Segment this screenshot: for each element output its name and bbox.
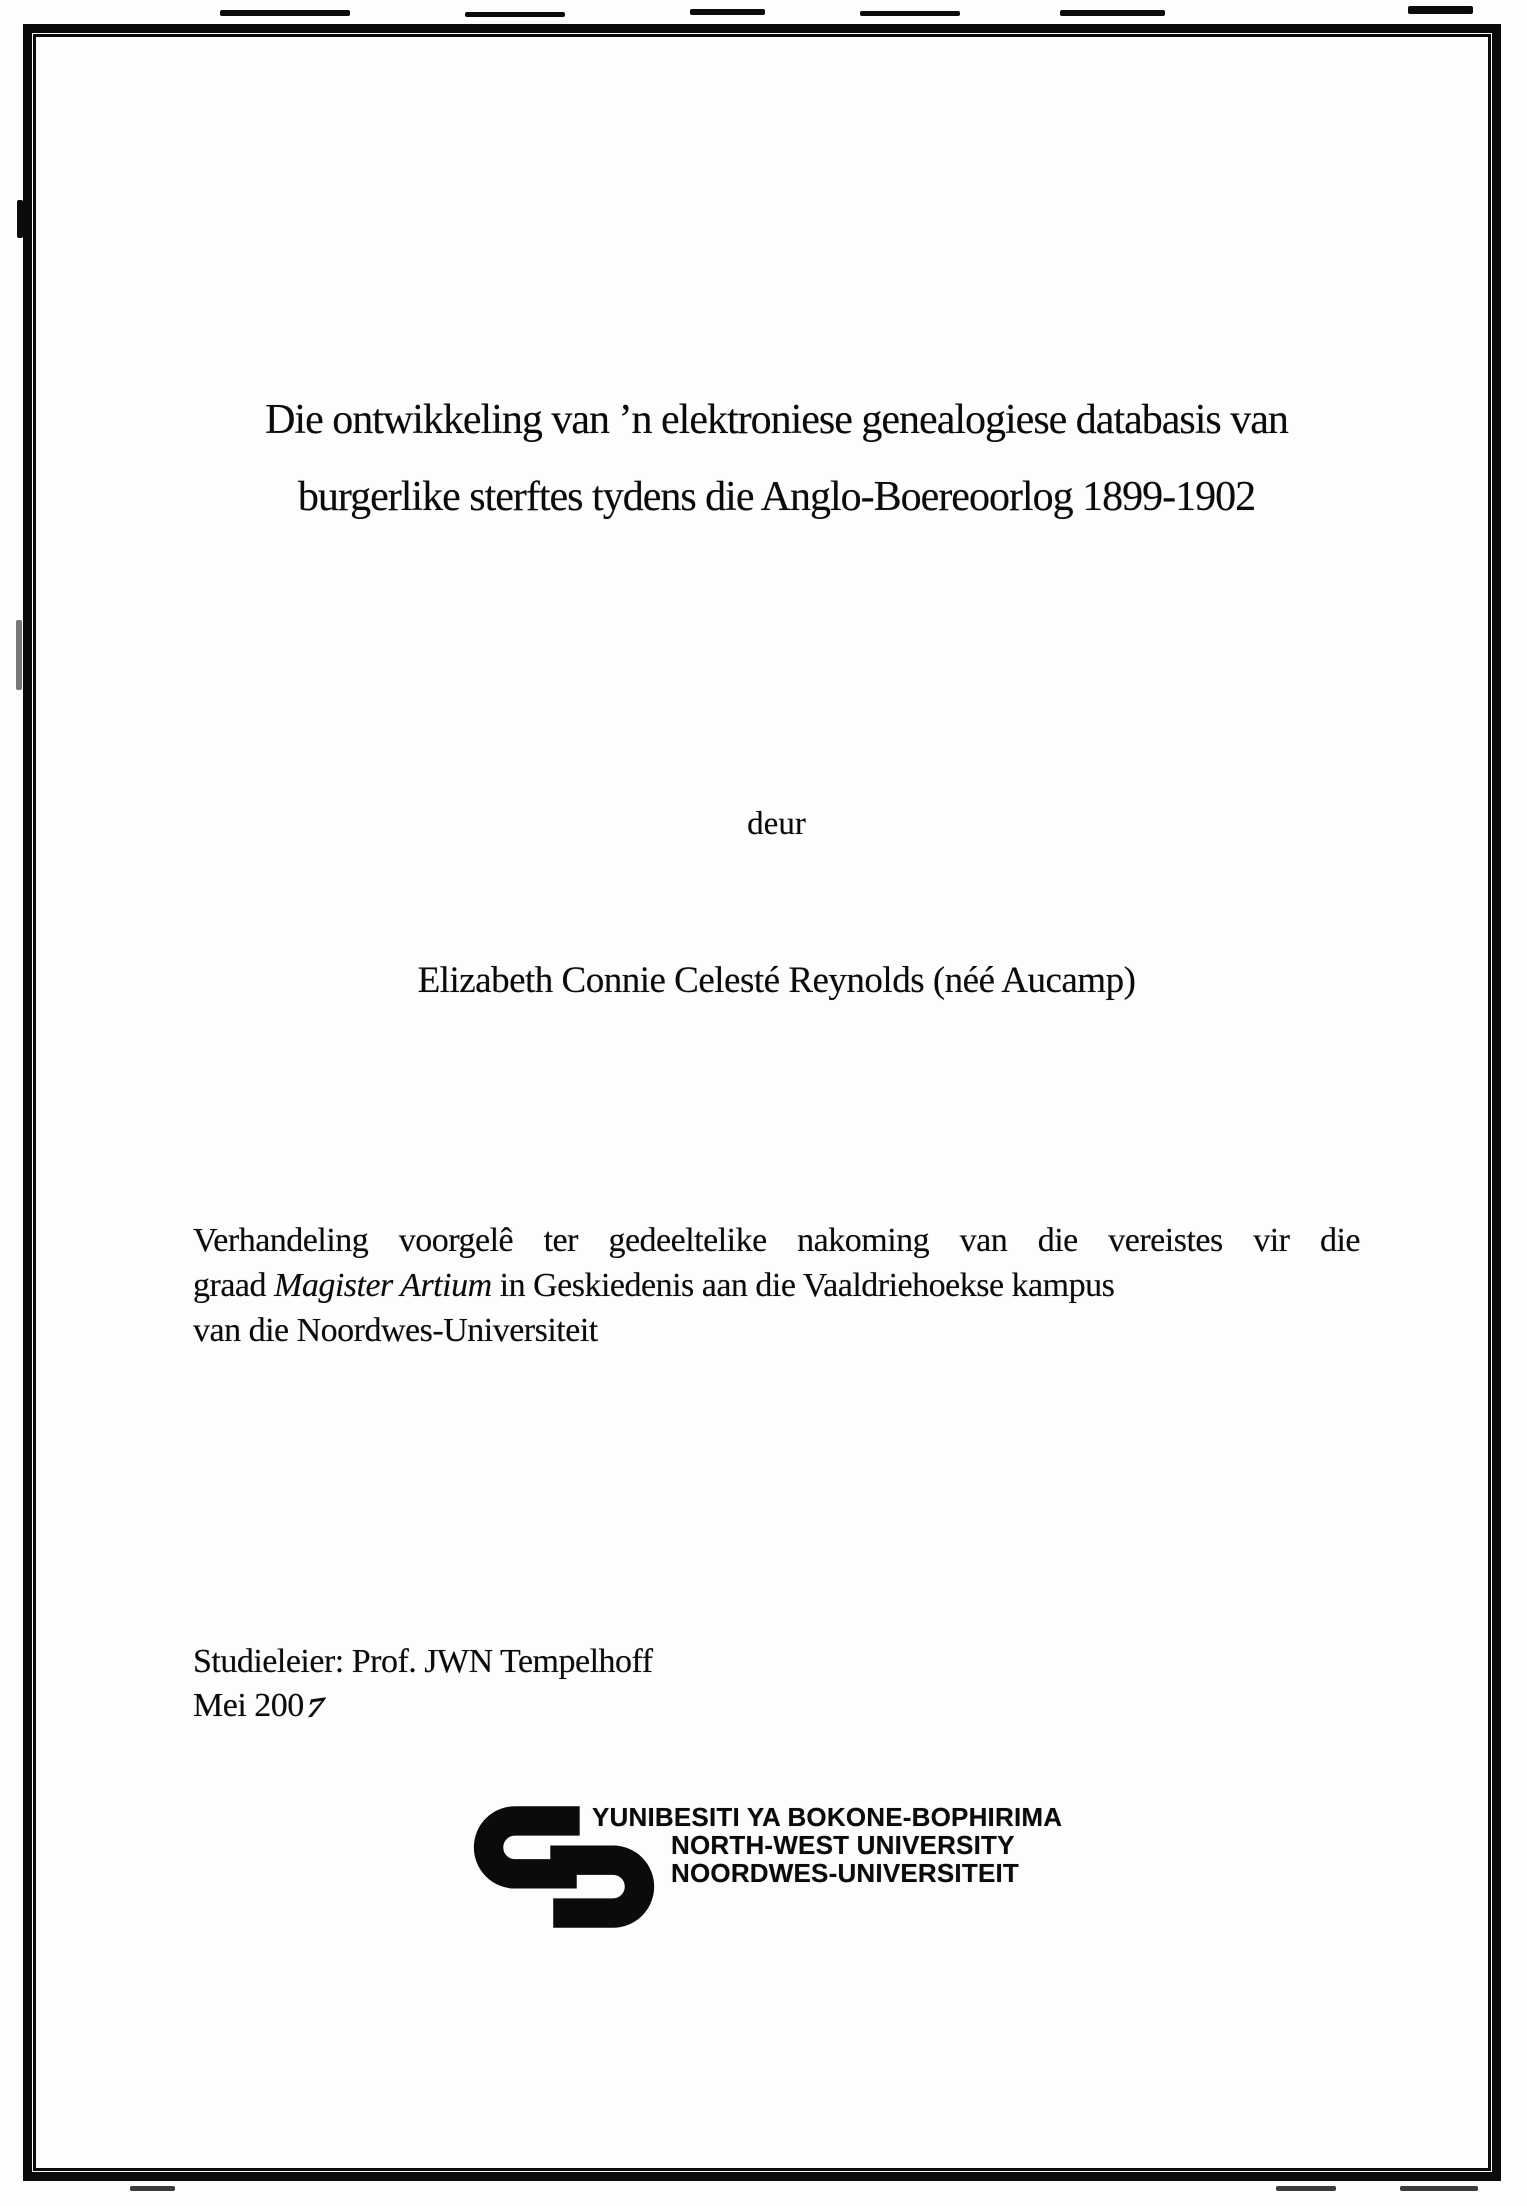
title-line-1: Die ontwikkeling van ’n elektroniese genealogiese databasis van: [265, 397, 1288, 443]
logo-line-setswana: YUNIBESITI YA BOKONE-BOPHIRIMA: [592, 1802, 1063, 1832]
scan-artifact: [860, 11, 960, 16]
statement-line-2-prefix: graad: [193, 1267, 275, 1304]
byline: deur: [747, 806, 806, 842]
university-logo-text: [592, 1803, 1062, 1887]
scan-artifact: [220, 10, 350, 16]
scan-artifact: [465, 12, 565, 17]
scan-artifact: [1060, 10, 1165, 16]
author-name: Elizabeth Connie Celesté Reynolds (néé Aucamp): [417, 960, 1136, 1001]
statement-line-2-suffix: in Geskiedenis aan die Vaaldriehoekse kampus: [491, 1267, 1115, 1304]
scan-artifact: [1408, 6, 1473, 14]
scan-artifact: [1276, 2186, 1336, 2191]
statement-line-2: [193, 1263, 1360, 1308]
degree-name: Magister Artium: [274, 1267, 492, 1304]
scan-artifact: [130, 2186, 175, 2191]
page-title: [193, 382, 1360, 536]
date-prefix: Mei 200: [193, 1687, 304, 1724]
statement-line-1: Verhandeling voorgelê ter gedeeltelike nakoming van die vereistes vir die: [193, 1222, 1360, 1259]
date-line: [193, 1684, 1093, 1728]
supervisor-block: [193, 1640, 1093, 1728]
degree-statement: [193, 1218, 1360, 1353]
handwritten-seven: 7: [302, 1691, 328, 1725]
title-line-2: burgerlike sterftes tydens die Anglo-Boereoorlog 1899-1902: [297, 474, 1256, 520]
scan-artifact: [690, 9, 765, 15]
scan-artifact: [16, 620, 22, 690]
statement-line-3: van die Noordwes-Universiteit: [193, 1312, 598, 1349]
logo-line-afrikaans: NOORDWES-UNIVERSITEIT: [671, 1858, 1019, 1888]
scan-artifact: [1400, 2186, 1478, 2191]
supervisor-line: Studieleier: Prof. JWN Tempelhoff: [193, 1643, 653, 1680]
logo-line-english: NORTH-WEST UNIVERSITY: [671, 1830, 1015, 1860]
